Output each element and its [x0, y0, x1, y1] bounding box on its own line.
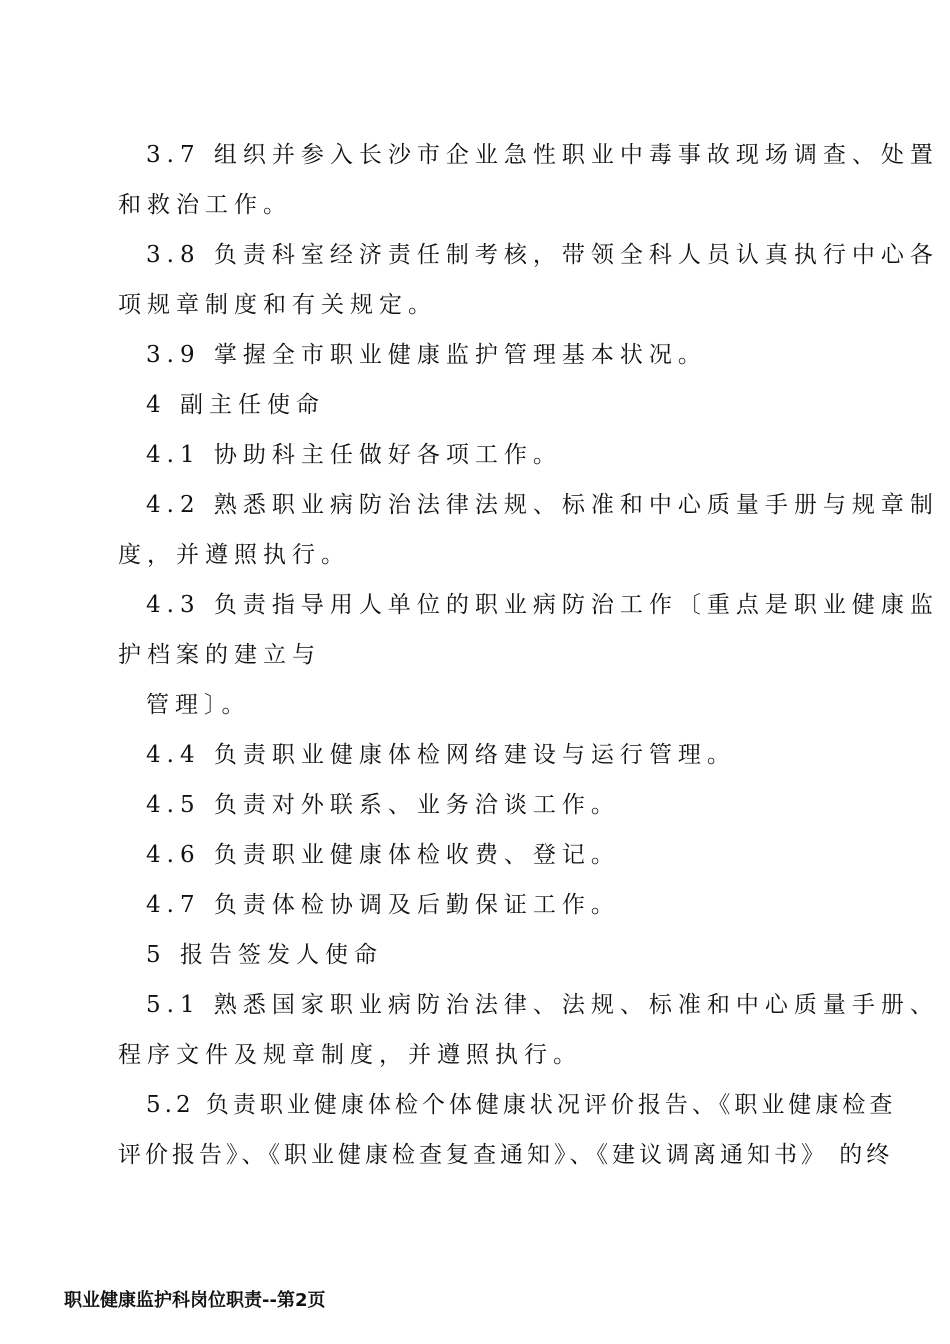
paragraph-line: 护档案的建立与	[118, 642, 321, 668]
paragraph-line: 4.4 负责职业健康体检网络建设与运行管理。	[146, 742, 736, 768]
paragraph-line: 和救治工作。	[118, 192, 292, 218]
paragraph-line: 4.3 负责指导用人单位的职业病防治工作〔重点是职业健康监	[146, 592, 939, 618]
section-heading: 4 副主任使命	[146, 392, 325, 418]
paragraph-line: 3.8 负责科室经济责任制考核，带领全科人员认真执行中心各	[146, 242, 939, 268]
paragraph-line: 管理〕。	[146, 692, 251, 718]
paragraph-line: 4.7 负责体检协调及后勤保证工作。	[146, 892, 620, 918]
paragraph-line: 项规章制度和有关规定。	[118, 292, 437, 318]
paragraph-line: 5.2 负责职业健康体检个体健康状况评价报告、《职业健康检查	[146, 1092, 897, 1118]
paragraph-line: 程序文件及规章制度，并遵照执行。	[118, 1042, 582, 1068]
paragraph-line: 4.6 负责职业健康体检收费、登记。	[146, 842, 620, 868]
paragraph-line: 4.1 协助科主任做好各项工作。	[146, 442, 562, 468]
paragraph-line: 评价报告》、《职业健康检查复查通知》、《建议调离通知书》 的终	[118, 1142, 894, 1168]
paragraph-line: 度，并遵照执行。	[118, 542, 350, 568]
paragraph-line: 4.5 负责对外联系、业务洽谈工作。	[146, 792, 620, 818]
paragraph-line: 5.1 熟悉国家职业病防治法律、法规、标准和中心质量手册、	[146, 992, 939, 1018]
section-heading: 5 报告签发人使命	[146, 942, 383, 968]
paragraph-line: 3.7 组织并参入长沙市企业急性职业中毒事故现场调查、处置	[146, 142, 939, 168]
paragraph-line: 3.9 掌握全市职业健康监护管理基本状况。	[146, 342, 707, 368]
page-footer: 职业健康监护科岗位职责--第2页	[64, 1290, 326, 1311]
paragraph-line: 4.2 熟悉职业病防治法律法规、标准和中心质量手册与规章制	[146, 492, 939, 518]
